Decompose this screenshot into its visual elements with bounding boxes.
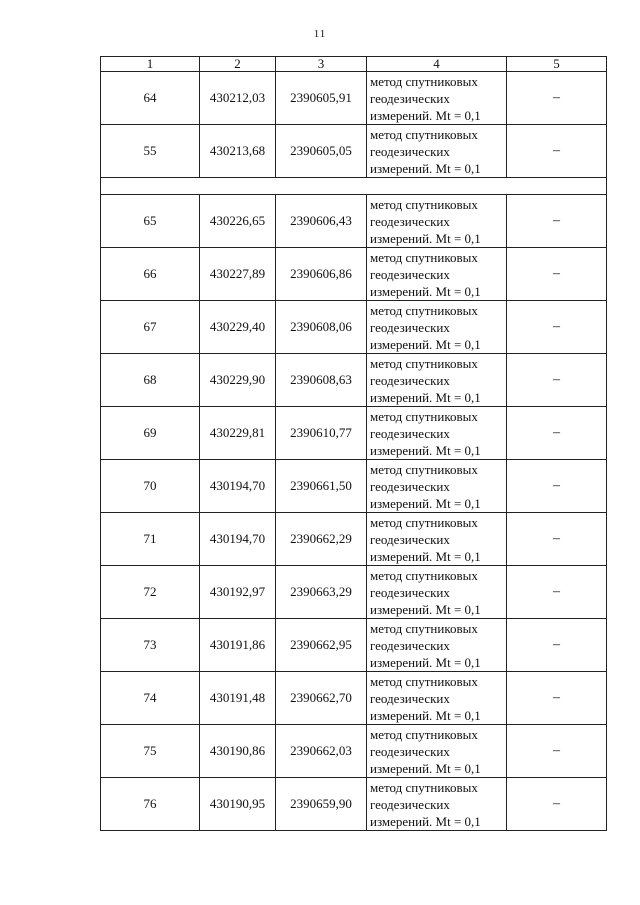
x-coordinate-cell: 430226,65 [200,195,276,248]
method-line-1: метод спутниковых [370,126,478,142]
column-header-5: 5 [507,57,607,72]
table-separator-row [101,178,607,195]
method-cell [367,407,507,460]
table-header-row [101,57,607,72]
column-5-cell: – [507,619,607,672]
x-coordinate-cell: 430213,68 [200,125,276,178]
point-number-cell: 65 [101,195,200,248]
x-coordinate-cell: 430191,86 [200,619,276,672]
point-number-cell: 75 [101,725,200,778]
method-line-3: измерений. Mt = 0,1 [370,107,481,123]
method-line-1: метод спутниковых [370,196,478,212]
method-line-1: метод спутниковых [370,514,478,530]
method-cell [367,566,507,619]
method-cell [367,354,507,407]
method-cell [367,195,507,248]
point-number-cell: 69 [101,407,200,460]
column-5-cell: – [507,301,607,354]
method-line-3: измерений. Mt = 0,1 [370,160,481,176]
method-line-1: метод спутниковых [370,726,478,742]
method-line-2: геодезических [370,796,450,812]
column-5-cell: – [507,72,607,125]
method-line-2: геодезических [370,478,450,494]
column-5-cell: – [507,778,607,831]
method-line-2: геодезических [370,743,450,759]
table-row [101,460,607,513]
method-line-2: геодезических [370,690,450,706]
method-line-3: измерений. Mt = 0,1 [370,654,481,670]
column-5-cell: – [507,195,607,248]
method-line-2: геодезических [370,213,450,229]
method-line-2: геодезических [370,531,450,547]
method-cell [367,125,507,178]
y-coordinate-cell: 2390661,50 [276,460,367,513]
x-coordinate-cell: 430190,95 [200,778,276,831]
method-cell [367,460,507,513]
point-number-cell: 68 [101,354,200,407]
point-number-cell: 55 [101,125,200,178]
method-line-2: геодезических [370,266,450,282]
column-5-cell: – [507,513,607,566]
method-line-3: измерений. Mt = 0,1 [370,389,481,405]
column-5-cell: – [507,460,607,513]
method-line-1: метод спутниковых [370,249,478,265]
method-line-1: метод спутниковых [370,567,478,583]
point-number-cell: 72 [101,566,200,619]
column-5-cell: – [507,725,607,778]
column-header-2: 2 [200,57,276,72]
column-5-cell: – [507,248,607,301]
x-coordinate-cell: 430229,90 [200,354,276,407]
x-coordinate-cell: 430194,70 [200,460,276,513]
method-cell [367,725,507,778]
y-coordinate-cell: 2390662,95 [276,619,367,672]
point-number-cell: 74 [101,672,200,725]
method-line-1: метод спутниковых [370,73,478,89]
method-line-2: геодезических [370,425,450,441]
y-coordinate-cell: 2390662,03 [276,725,367,778]
method-cell [367,301,507,354]
table-row [101,566,607,619]
method-line-1: метод спутниковых [370,673,478,689]
method-cell [367,513,507,566]
point-number-cell: 67 [101,301,200,354]
table-row [101,513,607,566]
y-coordinate-cell: 2390662,29 [276,513,367,566]
method-line-3: измерений. Mt = 0,1 [370,601,481,617]
table-row [101,778,607,831]
y-coordinate-cell: 2390663,29 [276,566,367,619]
table-row [101,248,607,301]
y-coordinate-cell: 2390605,05 [276,125,367,178]
method-line-2: геодезических [370,319,450,335]
y-coordinate-cell: 2390608,63 [276,354,367,407]
method-cell [367,72,507,125]
method-line-2: геодезических [370,637,450,653]
x-coordinate-cell: 430229,40 [200,301,276,354]
column-header-1: 1 [101,57,200,72]
table-row [101,125,607,178]
method-line-3: измерений. Mt = 0,1 [370,813,481,829]
method-line-3: измерений. Mt = 0,1 [370,283,481,299]
column-5-cell: – [507,407,607,460]
coordinates-table [100,56,607,831]
column-5-cell: – [507,125,607,178]
method-line-1: метод спутниковых [370,779,478,795]
y-coordinate-cell: 2390662,70 [276,672,367,725]
point-number-cell: 66 [101,248,200,301]
y-coordinate-cell: 2390606,86 [276,248,367,301]
method-line-3: измерений. Mt = 0,1 [370,495,481,511]
table-row [101,619,607,672]
y-coordinate-cell: 2390605,91 [276,72,367,125]
method-cell [367,672,507,725]
table-row [101,725,607,778]
column-5-cell: – [507,354,607,407]
method-line-1: метод спутниковых [370,408,478,424]
column-5-cell: – [507,566,607,619]
separator-cell [101,178,607,195]
table-row [101,672,607,725]
y-coordinate-cell: 2390606,43 [276,195,367,248]
table-body [101,72,607,831]
column-header-4: 4 [367,57,507,72]
x-coordinate-cell: 430212,03 [200,72,276,125]
column-header-3: 3 [276,57,367,72]
x-coordinate-cell: 430229,81 [200,407,276,460]
x-coordinate-cell: 430190,86 [200,725,276,778]
method-line-1: метод спутниковых [370,355,478,371]
x-coordinate-cell: 430194,70 [200,513,276,566]
method-cell [367,248,507,301]
method-line-2: геодезических [370,372,450,388]
point-number-cell: 73 [101,619,200,672]
table-row [101,354,607,407]
method-line-2: геодезических [370,143,450,159]
method-line-2: геодезических [370,90,450,106]
table-row [101,407,607,460]
method-cell [367,778,507,831]
y-coordinate-cell: 2390659,90 [276,778,367,831]
point-number-cell: 71 [101,513,200,566]
table-row [101,195,607,248]
method-line-3: измерений. Mt = 0,1 [370,442,481,458]
method-line-3: измерений. Mt = 0,1 [370,548,481,564]
method-line-3: измерений. Mt = 0,1 [370,707,481,723]
column-5-cell: – [507,672,607,725]
point-number-cell: 76 [101,778,200,831]
y-coordinate-cell: 2390608,06 [276,301,367,354]
method-line-2: геодезических [370,584,450,600]
x-coordinate-cell: 430192,97 [200,566,276,619]
table-row [101,72,607,125]
method-cell [367,619,507,672]
method-line-1: метод спутниковых [370,461,478,477]
method-line-3: измерений. Mt = 0,1 [370,760,481,776]
point-number-cell: 64 [101,72,200,125]
x-coordinate-cell: 430191,48 [200,672,276,725]
point-number-cell: 70 [101,460,200,513]
x-coordinate-cell: 430227,89 [200,248,276,301]
table-row [101,301,607,354]
y-coordinate-cell: 2390610,77 [276,407,367,460]
page-number: 11 [313,28,327,40]
method-line-3: измерений. Mt = 0,1 [370,336,481,352]
method-line-1: метод спутниковых [370,620,478,636]
method-line-3: измерений. Mt = 0,1 [370,230,481,246]
method-line-1: метод спутниковых [370,302,478,318]
